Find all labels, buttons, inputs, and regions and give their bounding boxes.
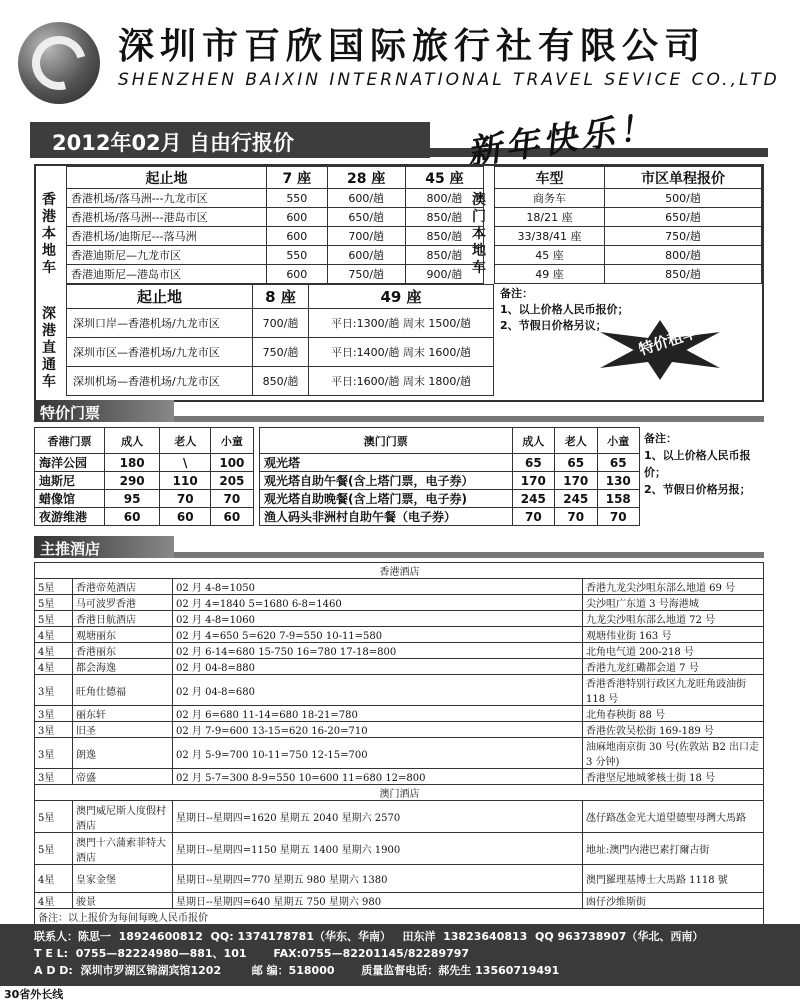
table-row: 3星 旧圣 02 月 7-9=600 13-15=620 16-20=710 香港佐敦吴松街 169-189 号 xyxy=(35,722,764,738)
col-header: 起止地 xyxy=(67,167,267,189)
table-row: 18/21 座 650/趟 xyxy=(495,208,762,227)
contact-footer: 联系人：陈思一 18924600812 QQ: 1374178781（华东、华南） 田东洋 13823640813 QQ 963738907（华北、西南） T E L: 0755—82224980—881、101 FAX:0755—82201145/82289797 A D D: 深圳市罗湖区锦湖宾馆1202 邮 编：518000 质量监督电话：郝先生 13560719491 xyxy=(0,924,800,986)
company-logo xyxy=(18,22,100,104)
col-header: 7 座 xyxy=(267,167,328,189)
table-row: 商务车 500/趟 xyxy=(495,189,762,208)
table-row: 4星 都会海逸 02 月 04-8=880 香港九龙红磡都会道 7 号 xyxy=(35,659,764,675)
table-row: 香港机场/落马洲---九龙市区 550 600/趟 800/趟 xyxy=(67,189,484,208)
col-header: 起止地 xyxy=(67,285,253,309)
hotels-note: 备注：以上报价为每间每晚人民币报价 xyxy=(35,909,764,925)
table-row: 3星 丽东轩 02 月 6=680 11-14=680 18-21=780 北角春秧街 88 号 xyxy=(35,706,764,722)
table-row: 海洋公园 180 \ 100 观光塔 65 65 65 xyxy=(35,454,640,472)
table-row: 33/38/41 座 750/趟 xyxy=(495,227,762,246)
table-row: 香港迪斯尼—九龙市区 550 600/趟 850/趟 xyxy=(67,246,484,265)
tickets-heading: 特价门票 xyxy=(34,400,764,424)
macau-hotels-caption: 澳门酒店 xyxy=(35,785,764,801)
new-year-greeting: 新年快乐！ xyxy=(464,106,659,173)
table-row: 3星 朗逸 02 月 5-9=700 10-11=750 12-15=700 油麻地南京街 30 号(佐敦站 B2 出口走 3 分钟) xyxy=(35,738,764,769)
table-row: 香港迪斯尼—港岛市区 600 750/趟 900/趟 xyxy=(67,265,484,284)
table-row: 蜡像馆 95 70 70 观光塔自助晚餐(含上塔门票，电子券) 245 245 158 xyxy=(35,490,640,508)
col-header: 8 座 xyxy=(253,285,309,309)
company-name-en: SHENZHEN BAIXIN INTERNATIONAL TRAVEL SEVICE CO.,LTD xyxy=(118,70,780,90)
table-row: 3星 帝盛 02 月 5-7=300 8-9=550 10=600 11=680 12=800 香港坚尼地城爹核士街 18 号 xyxy=(35,769,764,785)
table-row: 4星 观塘丽东 02 月 4=650 5=620 7-9=550 10-11=580 观塘伟业街 163 号 xyxy=(35,627,764,643)
table-row: 迪斯尼 290 110 205 观光塔自助午餐(含上塔门票，电子券） 170 170 130 xyxy=(35,472,640,490)
table-row: 深圳机场—香港机场/九龙市区 850/趟 平日:1600/趟 周末 1800/趟 xyxy=(67,367,494,396)
company-name-cn: 深圳市百欣国际旅行社有限公司 xyxy=(118,25,707,67)
table-row: 香港机场/迪斯尼---落马洲 600 700/趟 850/趟 xyxy=(67,227,484,246)
col-header: 28 座 xyxy=(327,167,405,189)
table-row: 5星 香港帝苑酒店 02 月 4-8=1050 香港九龙尖沙咀东部么地道 69 号 xyxy=(35,579,764,595)
table-row: 5星 马可波罗香港 02 月 4=1840 5=1680 6-8=1460 尖沙咀广东道 3 号海港城 xyxy=(35,595,764,611)
col-header: 49 座 xyxy=(309,285,494,309)
table-row: 深圳市区—香港机场/九龙市区 750/趟 平日:1400/趟 周末 1600/趟 xyxy=(67,338,494,367)
sz-hk-table xyxy=(66,284,494,396)
hk-local-table xyxy=(66,166,484,284)
table-row: 3星 旺角仕德福 02 月 04-8=680 香港香港特别行政区九龙旺角豉油街 118 号 xyxy=(35,675,764,706)
col-header: 车型 xyxy=(495,167,605,189)
tickets-table: 香港门票 成人 老人 小童 澳门门票 成人 老人 小童 海洋公园 180 \ 100 观光塔 65 65 65 迪斯尼 290 110 205 观光塔自助午餐(含上塔门票，电子券） 170 170 130 蜡像馆 95 70 70 观光塔自助晚餐(含上塔门票，电子券) 245 245 158 夜游维港 60 60 60 渔人码头非洲村自助午餐（电子券） 70 70 70 xyxy=(34,427,640,526)
page-title: 2012年02月 自由行报价 xyxy=(30,122,430,158)
hk-hotels-caption: 香港酒店 xyxy=(35,563,764,579)
table-row: 深圳口岸—香港机场/九龙市区 700/趟 平日:1300/趟 周末 1500/趟 xyxy=(67,309,494,338)
table-row: 45 座 800/趟 xyxy=(495,246,762,265)
table-row: 5星 澳門十六蒲索菲特大酒店 星期日--星期四=1150 星期五 1400 星期六 1900 地址:澳門内港巴素打爾古街 xyxy=(35,833,764,865)
macau-local-table xyxy=(494,166,762,284)
hotels-table xyxy=(34,562,764,925)
hk-local-label: 香港本地车 xyxy=(42,192,56,276)
col-header: 45 座 xyxy=(405,167,483,189)
special-rental-badge: 特价租车 xyxy=(600,320,720,380)
rental-notes: 备注： 1、以上价格人民币报价； 2、节假日价格另议； xyxy=(500,287,629,332)
table-row: 香港机场/落马洲---港岛市区 600 650/趟 850/趟 xyxy=(67,208,484,227)
table-row: 5星 澳門威尼斯人度假村酒店 星期日--星期四=1620 星期五 2040 星期六 2570 氹仔路氹金光大道望德聖母灣大馬路 xyxy=(35,801,764,833)
table-row: 夜游维港 60 60 60 渔人码头非洲村自助午餐（电子券） 70 70 70 xyxy=(35,508,640,526)
table-row: 4星 皇家金堡 星期日--星期四=770 星期五 980 星期六 1380 澳門羅理基博士大馬路 1118 號 xyxy=(35,865,764,893)
table-row: 49 座 850/趟 xyxy=(495,265,762,284)
table-row: 4星 骏景 星期日--星期四=640 星期五 750 星期六 980 凼仔沙维斯街 xyxy=(35,893,764,909)
table-row: 4星 香港丽东 02 月 6-14=680 15-750 16=780 17-18=800 北角电气道 200-218 号 xyxy=(35,643,764,659)
ticket-notes: 备注： 1、以上价格人民币报价； 2、节假日价格另报； xyxy=(644,432,751,496)
sz-hk-label: 深港直通车 xyxy=(42,306,56,390)
table-row: 5星 香港日航酒店 02 月 4-8=1060 九龙尖沙咀东部么地道 72 号 xyxy=(35,611,764,627)
hotels-heading: 主推酒店 xyxy=(34,536,764,560)
page-label: 30省外长线 xyxy=(4,988,64,1000)
col-header: 市区单程报价 xyxy=(605,167,762,189)
macau-local-label: 澳门本地车 xyxy=(472,192,486,276)
